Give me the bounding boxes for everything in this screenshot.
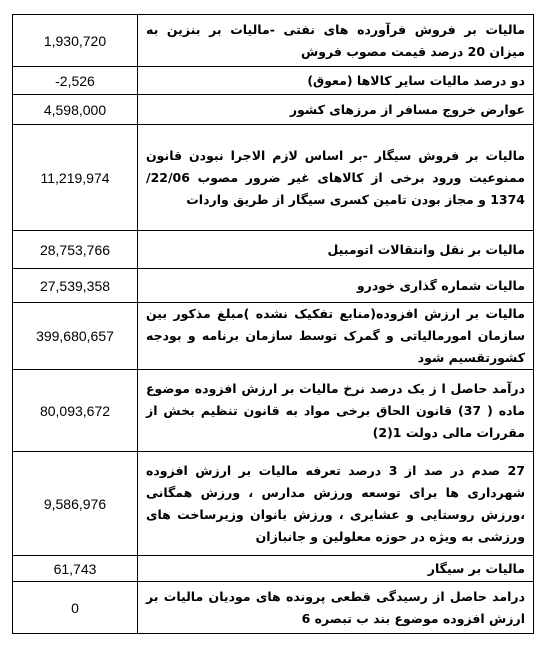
row-description: عوارض خروج مسافر از مرزهای کشور	[138, 95, 534, 125]
row-description: درآمد حاصل ا ز یک درصد نرخ مالیات بر ارزش افزوده موضوع ماده ( 37) قانون الحاق برخی مواد به قانون تنظیم بخش از مقررات مالی دولت 1(2)	[138, 370, 534, 452]
row-description: درامد حاصل از رسیدگی قطعی پرونده های مودیان مالیات بر ارزش افزوده موضوع بند ب تبصره 6	[138, 582, 534, 634]
table-row	[13, 452, 534, 556]
row-description: مالیات بر ارزش افزوده(منابع تفکیک نشده )مبلغ مذکور بین سازمان امورمالیاتی و گمرک توسط سازمان برنامه و بودجه کشورتقسیم شود	[138, 303, 534, 370]
row-value: 0	[13, 582, 138, 634]
table-row	[13, 67, 534, 95]
row-description: مالیات بر فروش سیگار -بر اساس لازم الاجرا نبودن قانون ممنوعیت ورود برخی از کالاهای غیر ضرور مصوب 22/06/ 1374 و مجاز بودن تامین کسری سیگار از طریق واردات	[138, 125, 534, 231]
table-row	[13, 15, 534, 67]
table-row	[13, 95, 534, 125]
row-value: 28,753,766	[13, 231, 138, 269]
row-value: -2,526	[13, 67, 138, 95]
tax-revenue-table	[12, 14, 534, 634]
row-description: مالیات بر فروش فرآورده های نفتی -مالیات بر بنزین به میزان 20 درصد قیمت مصوب فروش	[138, 15, 534, 67]
row-value: 27,539,358	[13, 269, 138, 303]
row-value: 1,930,720	[13, 15, 138, 67]
table-row	[13, 303, 534, 370]
row-value: 11,219,974	[13, 125, 138, 231]
table-row	[13, 231, 534, 269]
row-description: 27 صدم در صد از 3 درصد تعرفه مالیات بر ارزش افزوده شهرداری ها برای توسعه ورزش مدارس ، ورزش همگانی ،ورزش روستایی و عشایری ، ورزش بانوان وزیرساخت های ورزشی به ویژه در حوزه معلولین و جانبازان	[138, 452, 534, 556]
row-description: مالیات بر سیگار	[138, 556, 534, 582]
row-value: 80,093,672	[13, 370, 138, 452]
table-row	[13, 370, 534, 452]
row-description: دو درصد مالیات سایر کالاها (معوق)	[138, 67, 534, 95]
row-value: 9,586,976	[13, 452, 138, 556]
row-value: 4,598,000	[13, 95, 138, 125]
table-row	[13, 556, 534, 582]
table-row	[13, 125, 534, 231]
table-row	[13, 269, 534, 303]
row-value: 61,743	[13, 556, 138, 582]
row-description: مالیات شماره گذاری خودرو	[138, 269, 534, 303]
row-description: مالیات بر نقل وانتقالات اتومبیل	[138, 231, 534, 269]
table-row	[13, 582, 534, 634]
row-value: 399,680,657	[13, 303, 138, 370]
